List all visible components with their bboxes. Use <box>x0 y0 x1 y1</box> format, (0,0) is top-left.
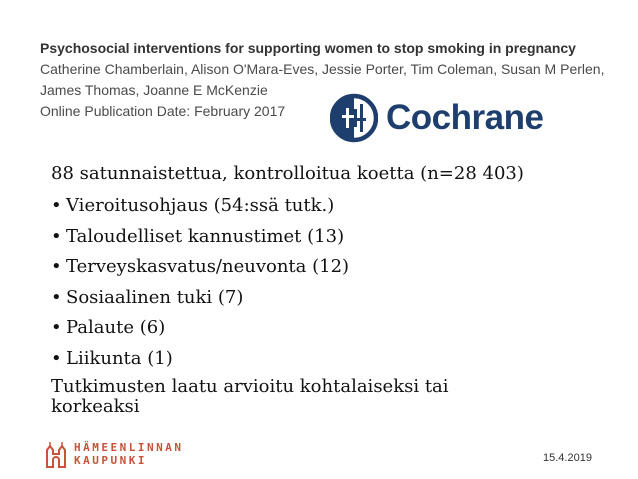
bullet-text: Terveyskasvatus/neuvonta (12) <box>66 256 350 277</box>
list-item <box>51 222 611 253</box>
city-name-line-2: KAUPUNKI <box>74 454 147 467</box>
list-item <box>51 313 611 344</box>
list-item <box>51 191 611 222</box>
city-name-line-1: HÄMEENLINNAN <box>74 441 184 454</box>
cochrane-wordmark: Cochrane <box>386 98 544 137</box>
cochrane-logo-icon <box>330 93 378 143</box>
bullet-icon: • <box>51 317 62 338</box>
city-name <box>74 441 183 467</box>
conclusion-text: Tutkimusten laatu arvioitu kohtalaiseksi tai korkeaksi <box>51 376 449 417</box>
lead-text: 88 satunnaistettua, kontrolloitua koetta (n=28 403) <box>51 163 524 184</box>
slide-content <box>51 160 611 417</box>
bullet-icon: • <box>51 256 62 277</box>
publication-date: Online Publication Date: February 2017 <box>40 103 286 119</box>
bullet-text: Vieroitusohjaus (54:ssä tutk.) <box>66 195 335 216</box>
city-logo <box>44 440 183 468</box>
list-item <box>51 283 611 314</box>
authors-line-2: James Thomas, Joanne E McKenzie <box>40 82 268 98</box>
article-title: Psychosocial interventions for supporting women to stop smoking in pregnancy <box>40 40 576 56</box>
cochrane-logo <box>330 92 575 144</box>
bullet-text: Taloudelliset kannustimet (13) <box>66 225 345 247</box>
list-item <box>51 344 611 375</box>
list-item <box>51 252 611 283</box>
bullet-list <box>51 191 611 374</box>
bullet-text: Sosiaalinen tuki (7) <box>66 286 244 308</box>
bullet-text: Palaute (6) <box>66 317 166 338</box>
castle-icon <box>44 440 68 468</box>
authors-line-1: Catherine Chamberlain, Alison O'Mara-Eves, Jessie Porter, Tim Coleman, Susan M Perlen, <box>40 61 605 77</box>
bullet-icon: • <box>51 195 62 216</box>
slide-date: 15.4.2019 <box>543 452 592 464</box>
bullet-text: Liikunta (1) <box>66 347 173 369</box>
bullet-icon: • <box>51 347 62 369</box>
bullet-icon: • <box>51 225 62 247</box>
bullet-icon: • <box>51 286 62 308</box>
